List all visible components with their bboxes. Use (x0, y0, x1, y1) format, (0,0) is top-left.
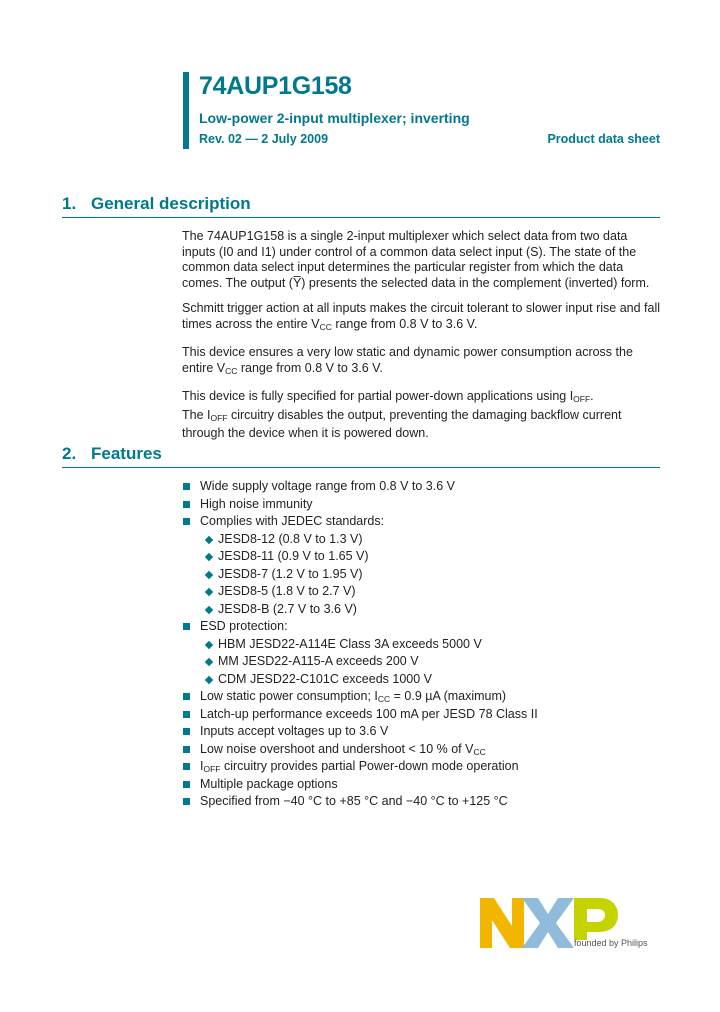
sub-list-item: JESD8-12 (0.8 V to 1.3 V) (183, 531, 663, 549)
bullet-square-icon (183, 623, 190, 630)
paragraph: Schmitt trigger action at all inputs makes the circuit tolerant to slower input rise and fall times across the entire $V_{CC}$ range from 0.8 V to 3.6 V. (182, 301, 660, 332)
sub-list-item: JESD8-B (2.7 V to 3.6 V) (183, 601, 663, 619)
logo-n-shape (480, 898, 524, 948)
list-item: $I_{OFF}$ circuitry provides partial Power-down mode operation (183, 758, 663, 776)
list-item: Low static power consumption; $I_{CC} = 0.9$ µA (maximum) (183, 688, 663, 706)
paragraph: This device is fully specified for partial power-down applications using $I_{OFF}$. (182, 389, 594, 404)
sub-list-item: HBM JESD22-A114E Class 3A exceeds 5000 V (183, 636, 663, 654)
list-item: Inputs accept voltages up to 3.6 V (183, 723, 663, 741)
list-item: Specified from −40 °C to +85 °C and −40 °C to +125 °C (183, 793, 663, 811)
logo-x-shape (522, 898, 574, 948)
bullet-diamond-icon (205, 658, 213, 666)
section-rule (62, 467, 660, 468)
list-item: High noise immunity (183, 496, 663, 514)
section-heading-general (62, 194, 251, 214)
document-title: 74AUP1G158 (199, 72, 352, 100)
bullet-square-icon (183, 781, 190, 788)
bullet-square-icon (183, 711, 190, 718)
bullet-square-icon (183, 763, 190, 770)
document-type: Product data sheet (547, 132, 660, 146)
bullet-square-icon (183, 728, 190, 735)
bullet-diamond-icon (205, 535, 213, 543)
bullet-square-icon (183, 501, 190, 508)
list-item: Latch-up performance exceeds 100 mA per JESD 78 Class II (183, 706, 663, 724)
bullet-square-icon (183, 746, 190, 753)
section-number: 2. (62, 444, 77, 463)
sub-list-item: JESD8-5 (1.8 V to 2.7 V) (183, 583, 663, 601)
section-rule (62, 217, 660, 218)
document-subtitle: Low-power 2-input multiplexer; inverting (199, 110, 470, 126)
bullet-diamond-icon (205, 570, 213, 578)
bullet-diamond-icon (205, 588, 213, 596)
section-title: General description (91, 194, 251, 213)
features-list (183, 478, 663, 811)
bullet-square-icon (183, 798, 190, 805)
list-item: Multiple package options (183, 776, 663, 794)
sub-list-item: MM JESD22-A115-A exceeds 200 V (183, 653, 663, 671)
nxp-logo (478, 896, 668, 952)
paragraph: The $I_{OFF}$ circuitry disables the output, preventing the damaging backflow current through the device when it is powered down. (182, 407, 622, 440)
section-number: 1. (62, 194, 77, 213)
list-item: ESD protection: (183, 618, 663, 636)
bullet-diamond-icon (205, 675, 213, 683)
paragraph: The 74AUP1G158 is a single 2-input multiplexer which select data from two data inputs (I0 and I1) under control of a common data select input (S). The state of the common data select input determines the particular register from which the data comes. The output (Y̅) presents the selected data in the complement (inverted) form. (182, 229, 650, 290)
bullet-square-icon (183, 693, 190, 700)
bullet-square-icon (183, 518, 190, 525)
logo-tagline: founded by Philips (574, 938, 648, 948)
section-title: Features (91, 444, 162, 463)
list-item: Complies with JEDEC standards: (183, 513, 663, 531)
bullet-diamond-icon (205, 605, 213, 613)
list-item: Low noise overshoot and undershoot < 10 % of $V_{CC}$ (183, 741, 663, 759)
sub-list-item: JESD8-11 (0.9 V to 1.65 V) (183, 548, 663, 566)
header-accent-bar (183, 72, 189, 149)
bullet-diamond-icon (205, 640, 213, 648)
bullet-square-icon (183, 483, 190, 490)
general-description-body (182, 229, 662, 442)
bullet-diamond-icon (205, 553, 213, 561)
paragraph: This device ensures a very low static and dynamic power consumption across the entire $V_{CC}$ range from 0.8 V to 3.6 V. (182, 345, 633, 376)
section-heading-features (62, 444, 162, 464)
list-item: Wide supply voltage range from 0.8 V to 3.6 V (183, 478, 663, 496)
sub-list-item: JESD8-7 (1.2 V to 1.95 V) (183, 566, 663, 584)
revision-date: Rev. 02 — 2 July 2009 (199, 132, 329, 146)
logo-p-shape (574, 898, 618, 940)
sub-list-item: CDM JESD22-C101C exceeds 1000 V (183, 671, 663, 689)
